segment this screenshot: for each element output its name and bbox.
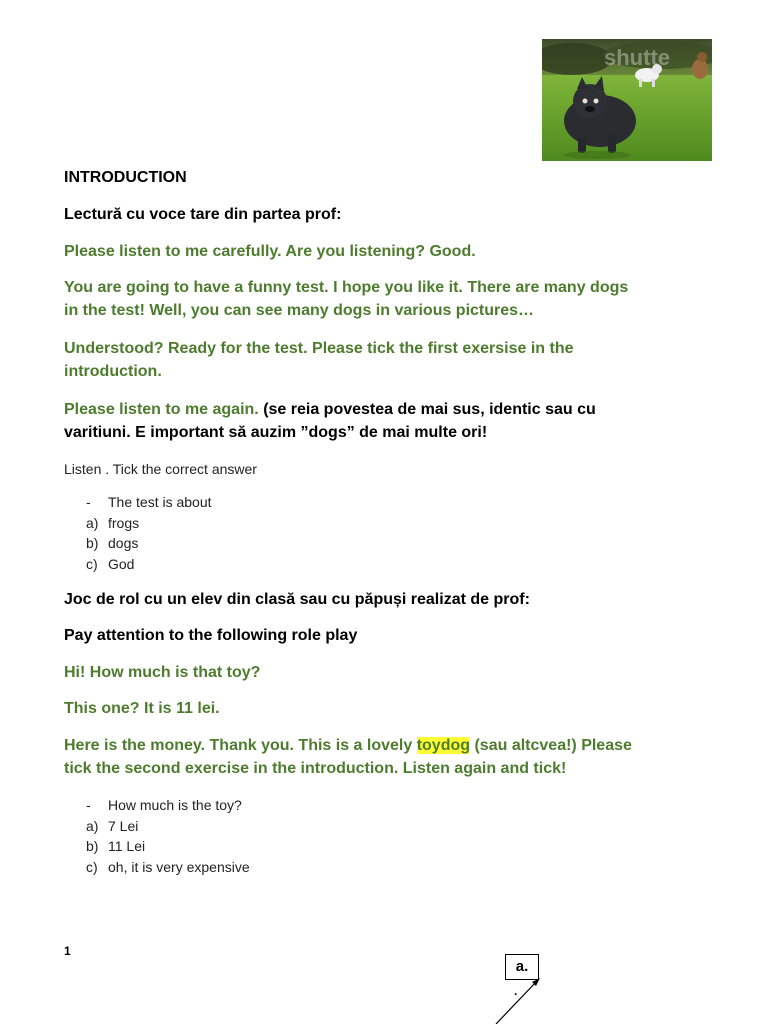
exercise-1-instruction: Listen . Tick the correct answer: [64, 461, 257, 477]
highlighted-word: toydog: [416, 737, 471, 754]
roleplay-line-2: This one? It is 11 lei.: [64, 700, 220, 717]
roleplay-heading: Joc de rol cu un elev din clasă sau cu păpuși realizat de prof:: [64, 591, 530, 608]
paragraph-2-line-1: You are going to have a funny test. I hope you like it. There are many dogs: [64, 279, 629, 296]
paragraph-1: Please listen to me carefully. Are you listening? Good.: [64, 243, 476, 260]
paragraph-4: [64, 398, 596, 444]
list-marker: b): [86, 838, 99, 855]
list-marker: c): [86, 556, 98, 573]
paragraph-4-black-2: varitiuni. E important să auzim ”dogs” de mai multe ori!: [64, 424, 488, 441]
list-item: [64, 795, 250, 816]
list-marker: c): [86, 859, 98, 876]
option-text: God: [108, 556, 135, 573]
reading-instruction: Lectură cu voce tare din partea prof:: [64, 206, 342, 223]
paragraph-3-line-1: Understood? Ready for the test. Please tick the first exersise in the: [64, 340, 574, 357]
list-marker: b): [86, 535, 99, 552]
label-box-text: a.: [515, 958, 529, 975]
paragraph-4-green: Please listen to me again.: [64, 401, 259, 418]
arrow-line: [490, 974, 550, 1024]
paragraph-3: [64, 337, 573, 383]
list-item[interactable]: [64, 533, 212, 554]
list-marker: -: [86, 797, 91, 813]
roleplay-line-3c: tick the second exercise in the introduction. Listen again and tick!: [64, 760, 567, 777]
option-text: 7 Lei: [108, 817, 139, 834]
list-item: [64, 492, 212, 513]
paragraph-2: [64, 276, 628, 322]
option-text: frogs: [108, 514, 140, 531]
option-text: 11 Lei: [108, 838, 146, 855]
option-text: oh, it is very expensive: [108, 859, 250, 876]
paragraph-4-black-1: (se reia povestea de mai sus, identic sau cu: [258, 401, 596, 418]
roleplay-line-3a: Here is the money. Thank you. This is a lovely: [64, 737, 417, 754]
exercise-2-question: How much is the toy?: [108, 797, 242, 813]
list-marker: -: [86, 494, 91, 510]
exercise-1-question: The test is about: [108, 494, 212, 510]
roleplay-line-3b: (sau altcvea!) Please: [470, 737, 632, 754]
intro-heading: INTRODUCTION: [64, 169, 187, 186]
list-marker: a): [86, 514, 99, 531]
list-item[interactable]: [64, 513, 212, 534]
list-marker: a): [86, 817, 99, 834]
roleplay-instruction: Pay attention to the following role play: [64, 627, 358, 644]
paragraph-3-line-2: introduction.: [64, 363, 162, 380]
label-box-sub: .: [514, 984, 518, 998]
exercise-2-list: [64, 795, 250, 878]
page-number: 1: [64, 944, 71, 958]
list-item[interactable]: [64, 836, 250, 857]
watermark-text: shutte: [604, 45, 670, 70]
dog-photo: [542, 39, 712, 161]
exercise-1-list: [64, 492, 212, 575]
paragraph-2-line-2: in the test! Well, you can see many dogs in various pictures…: [64, 302, 535, 319]
list-item[interactable]: [64, 857, 250, 878]
list-item[interactable]: [64, 816, 250, 837]
roleplay-line-3: [64, 734, 632, 780]
roleplay-line-1: Hi! How much is that toy?: [64, 664, 261, 681]
list-item[interactable]: [64, 554, 212, 575]
option-text: dogs: [108, 535, 139, 552]
